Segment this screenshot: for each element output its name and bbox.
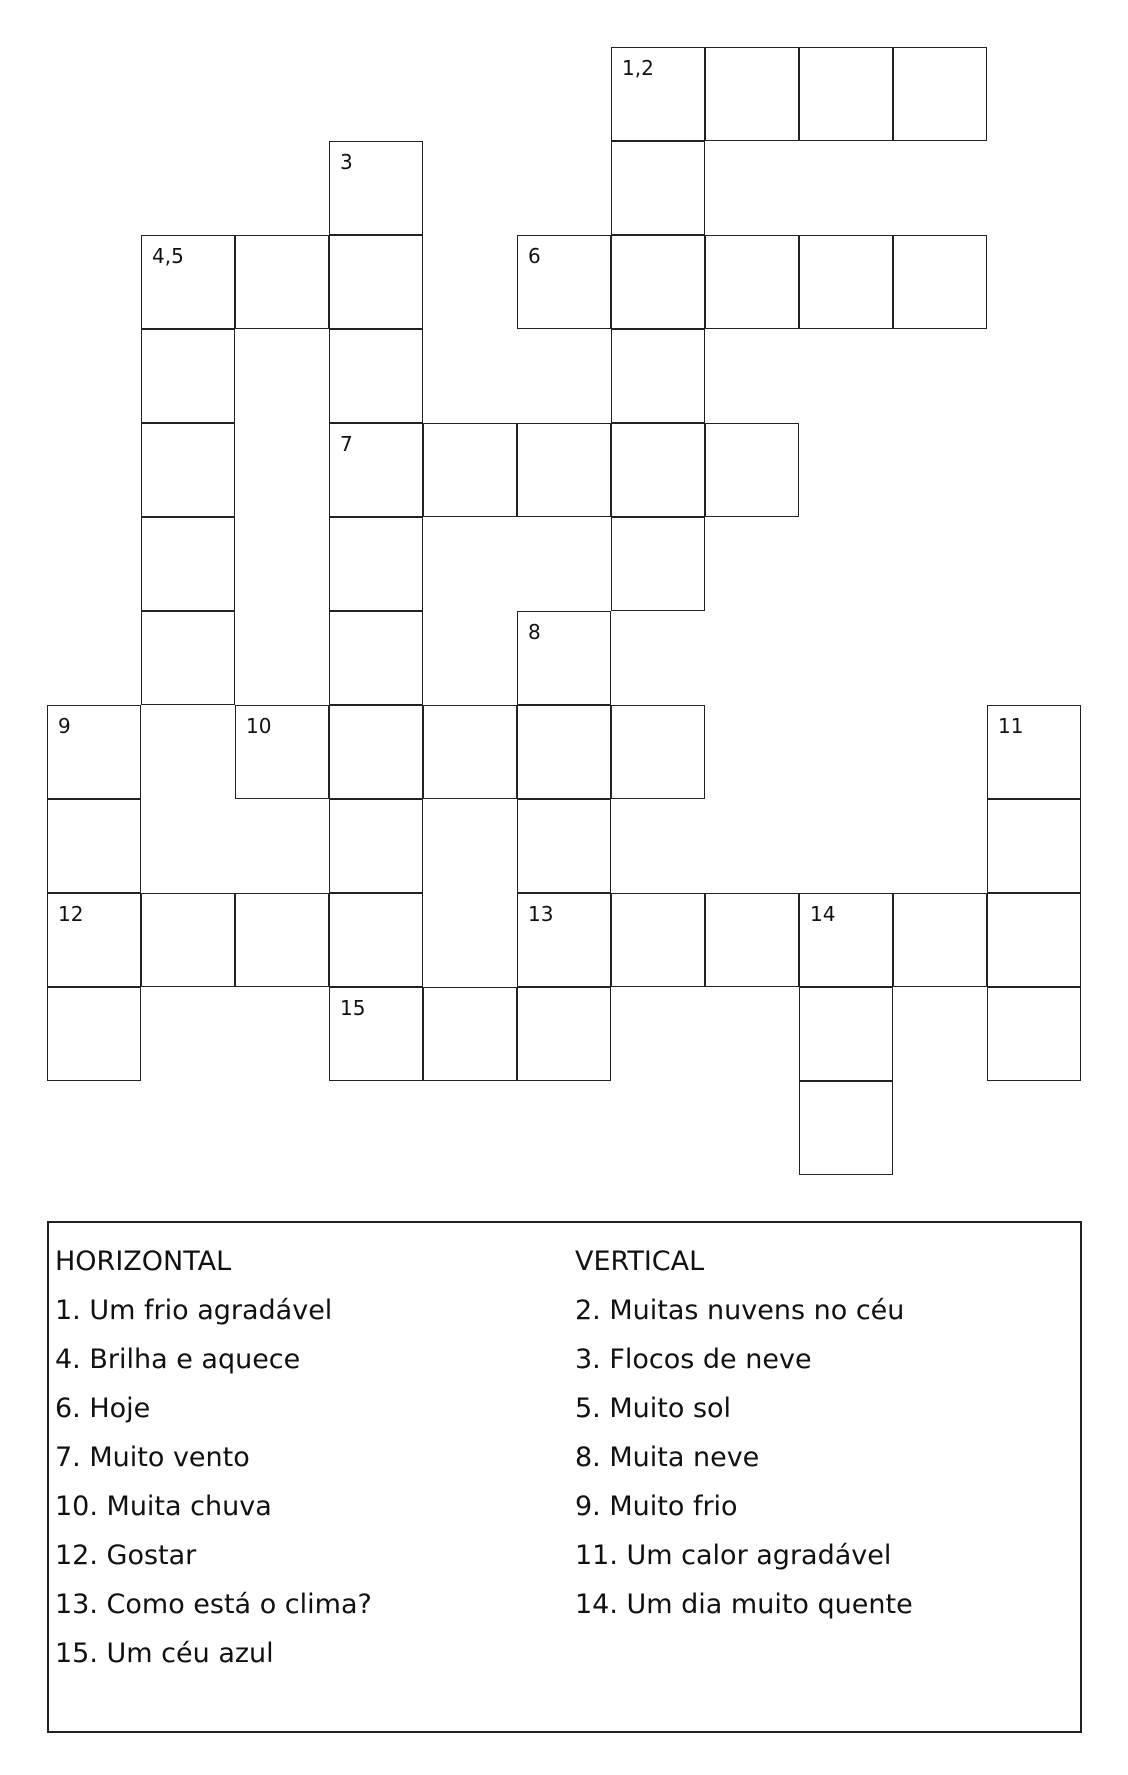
vertical-clue: 2. Muitas nuvens no céu [575,1295,905,1326]
grid-cell[interactable] [517,611,611,705]
grid-cell[interactable] [517,423,611,517]
grid-cell[interactable] [893,893,987,987]
grid-cell[interactable] [611,893,705,987]
grid-cell[interactable] [47,705,141,799]
grid-cell[interactable] [517,987,611,1081]
grid-cell[interactable] [611,329,705,423]
clue-number: 9 [58,714,71,738]
grid-cell[interactable] [47,893,141,987]
grid-cell[interactable] [329,799,423,893]
grid-cell[interactable] [47,987,141,1081]
grid-cell[interactable] [705,423,799,517]
vertical-clue: 14. Um dia muito quente [575,1589,913,1620]
clue-number: 12 [58,902,84,926]
grid-cell[interactable] [611,235,705,329]
grid-cell[interactable] [611,705,705,799]
vertical-clue: 5. Muito sol [575,1393,732,1424]
grid-cell[interactable] [705,47,799,141]
horizontal-clue: 12. Gostar [55,1540,197,1571]
grid-cell[interactable] [235,705,329,799]
horizontal-heading: HORIZONTAL [55,1246,232,1277]
grid-cell[interactable] [329,423,423,517]
clue-number: 14 [810,902,836,926]
grid-cell[interactable] [329,517,423,611]
grid-cell[interactable] [423,705,517,799]
clue-number: 4,5 [152,244,184,268]
clue-number: 3 [340,150,353,174]
grid-cell[interactable] [329,893,423,987]
grid-cell[interactable] [423,987,517,1081]
grid-cell[interactable] [799,47,893,141]
grid-cell[interactable] [235,235,329,329]
vertical-clue: 8. Muita neve [575,1442,760,1473]
vertical-clue: 11. Um calor agradável [575,1540,892,1571]
horizontal-clue: 7. Muito vento [55,1442,250,1473]
grid-cell[interactable] [141,423,235,517]
grid-cell[interactable] [987,893,1081,987]
horizontal-clue: 13. Como está o clima? [55,1589,372,1620]
horizontal-clue: 6. Hoje [55,1393,151,1424]
horizontal-clue: 10. Muita chuva [55,1491,272,1522]
clue-number: 11 [998,714,1024,738]
grid-cell[interactable] [611,47,705,141]
clue-number: 8 [528,620,541,644]
clue-number: 15 [340,996,366,1020]
grid-cell[interactable] [235,893,329,987]
grid-cell[interactable] [611,517,705,611]
clue-number: 1,2 [622,56,654,80]
clue-number: 10 [246,714,272,738]
grid-cell[interactable] [329,235,423,329]
clue-number: 13 [528,902,554,926]
clue-number: 7 [340,432,353,456]
grid-cell[interactable] [141,329,235,423]
grid-cell[interactable] [705,235,799,329]
grid-cell[interactable] [329,329,423,423]
horizontal-clue: 1. Um frio agradável [55,1295,333,1326]
grid-cell[interactable] [141,611,235,705]
vertical-clues [575,1237,913,1629]
grid-cell[interactable] [329,705,423,799]
grid-cell[interactable] [799,235,893,329]
grid-cell[interactable] [329,141,423,235]
vertical-heading: VERTICAL [575,1246,705,1277]
grid-cell[interactable] [141,235,235,329]
grid-cell[interactable] [987,987,1081,1081]
horizontal-clues [55,1237,372,1678]
grid-cell[interactable] [799,893,893,987]
horizontal-clue: 15. Um céu azul [55,1638,274,1669]
grid-cell[interactable] [141,517,235,611]
grid-cell[interactable] [329,987,423,1081]
clue-box [47,1221,1082,1733]
grid-cell[interactable] [329,611,423,705]
grid-cell[interactable] [517,235,611,329]
grid-cell[interactable] [893,235,987,329]
grid-cell[interactable] [517,705,611,799]
grid-cell[interactable] [893,47,987,141]
horizontal-clue: 4. Brilha e aquece [55,1344,301,1375]
grid-cell[interactable] [799,987,893,1081]
grid-cell[interactable] [141,893,235,987]
grid-cell[interactable] [799,1081,893,1175]
grid-cell[interactable] [47,799,141,893]
vertical-clue: 3. Flocos de neve [575,1344,812,1375]
grid-cell[interactable] [611,141,705,235]
grid-cell[interactable] [517,799,611,893]
grid-cell[interactable] [517,893,611,987]
grid-cell[interactable] [987,705,1081,799]
grid-cell[interactable] [423,423,517,517]
grid-cell[interactable] [987,799,1081,893]
clue-number: 6 [528,244,541,268]
grid-cell[interactable] [705,893,799,987]
vertical-clue: 9. Muito frio [575,1491,738,1522]
grid-cell[interactable] [611,423,705,517]
